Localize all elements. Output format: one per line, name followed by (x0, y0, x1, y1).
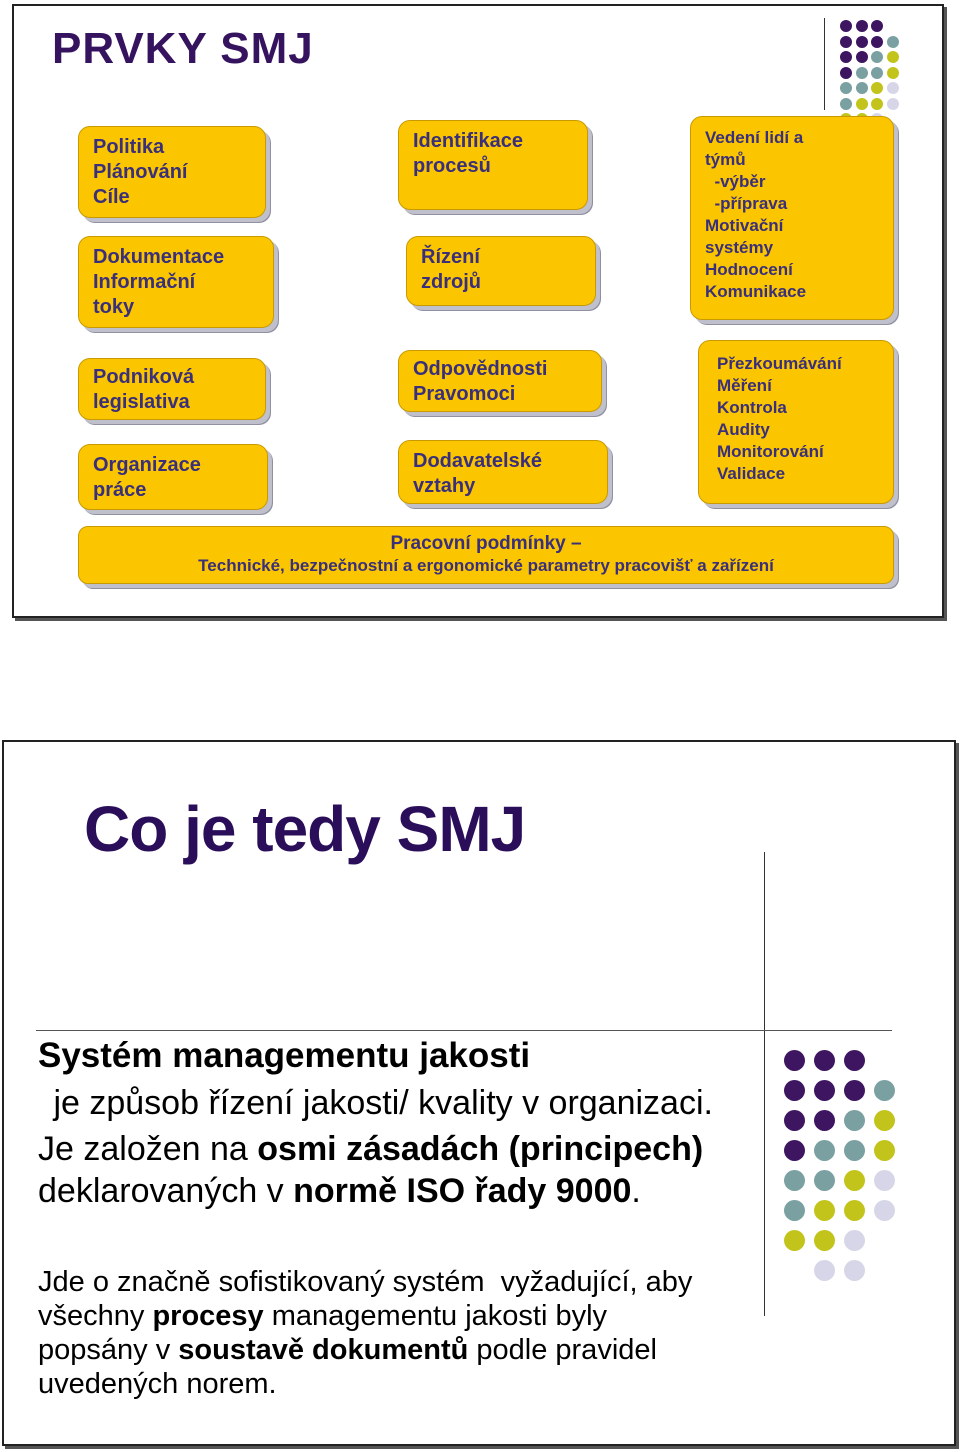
decorative-dot (874, 1080, 895, 1101)
paragraph-line-1: Jde o značně sofistikovaný systém vyžadující, aby (38, 1266, 693, 1298)
decorative-dot (887, 82, 899, 94)
slide-title: Co je tedy SMJ (84, 793, 526, 865)
decorative-divider (824, 18, 825, 110)
decorative-dot (871, 82, 883, 94)
decorative-dot (840, 98, 852, 110)
decorative-dot (871, 51, 883, 63)
box-dodavatelske-vztahy: Dodavatelské vztahy (398, 440, 608, 504)
decorative-dot (814, 1200, 835, 1221)
slide-co-je-smj (2, 740, 956, 1446)
decorative-dot (856, 51, 868, 63)
decorative-dot (844, 1260, 865, 1281)
paragraph-line-2: všechny procesy managementu jakosti byly (38, 1300, 608, 1332)
box-identifikace-procesu: Identifikace procesů (398, 120, 588, 210)
decorative-dot (871, 36, 883, 48)
decorative-dot (844, 1140, 865, 1161)
decorative-dot (844, 1050, 865, 1071)
decorative-dot (871, 98, 883, 110)
box-podnikova-legislativa: Podniková legislativa (78, 358, 266, 420)
decorative-divider-vertical (764, 852, 765, 1316)
decorative-dot (784, 1140, 805, 1161)
decorative-dot (844, 1110, 865, 1131)
slide-prvky-smj (12, 4, 944, 618)
decorative-dot (784, 1080, 805, 1101)
decorative-dot (840, 36, 852, 48)
decorative-dot (871, 20, 883, 32)
decorative-dot (814, 1140, 835, 1161)
decorative-dot (871, 67, 883, 79)
decorative-dot (856, 82, 868, 94)
decorative-dot (856, 67, 868, 79)
decorative-dot (840, 82, 852, 94)
decorative-dot (784, 1230, 805, 1251)
decorative-dot (887, 51, 899, 63)
box-dokumentace: Dokumentace Informační toky (78, 236, 274, 328)
decorative-dot (784, 1170, 805, 1191)
decorative-dot (844, 1200, 865, 1221)
decorative-dot (814, 1080, 835, 1101)
text-line-2: Je založen na osmi zásadách (principech) (38, 1130, 704, 1168)
decorative-dot (784, 1110, 805, 1131)
decorative-dot (856, 36, 868, 48)
decorative-dot (856, 98, 868, 110)
heading-smj: Systém managementu jakosti (38, 1036, 531, 1075)
paragraph-line-4: uvedených norem. (38, 1368, 277, 1400)
decorative-dot (887, 36, 899, 48)
text-line-3: deklarovaných v normě ISO řady 9000. (38, 1172, 641, 1210)
box-politika: Politika Plánování Cíle (78, 126, 266, 218)
paragraph-line-3: popsány v soustavě dokumentů podle pravidel (38, 1334, 657, 1366)
decorative-divider-horizontal (36, 1030, 892, 1031)
box-organizace-prace: Organizace práce (78, 444, 268, 510)
decorative-dot (784, 1200, 805, 1221)
decorative-dot (814, 1110, 835, 1131)
decorative-dot (844, 1080, 865, 1101)
box-rizeni-zdroju: Řízení zdrojů (406, 236, 596, 306)
decorative-dot (844, 1170, 865, 1191)
decorative-dot (814, 1260, 835, 1281)
box-vedeni-lidi: Vedení lidí a týmů -výběr -příprava Motivační systémy Hodnocení Komunikace (690, 116, 894, 320)
decorative-dot (814, 1230, 835, 1251)
box-odpovednosti: Odpovědnosti Pravomoci (398, 350, 602, 412)
decorative-dot (887, 98, 899, 110)
decorative-dot (856, 20, 868, 32)
decorative-dot (840, 20, 852, 32)
slide-title: PRVKY SMJ (52, 24, 314, 73)
decorative-dot (840, 51, 852, 63)
decorative-dot (874, 1170, 895, 1191)
decorative-dot (814, 1050, 835, 1071)
decorative-dot (874, 1140, 895, 1161)
box-pracovni-podminky: Pracovní podmínky – Technické, bezpečnostní a ergonomické parametry pracovišť a zařízení (78, 526, 894, 584)
decorative-dot (874, 1110, 895, 1131)
decorative-dot (874, 1200, 895, 1221)
decorative-dot (784, 1050, 805, 1071)
text-line-1: je způsob řízení jakosti/ kvality v organizaci. (44, 1084, 713, 1122)
decorative-dot (844, 1230, 865, 1251)
box-prezkoumavani: Přezkoumávání Měření Kontrola Audity Monitorování Validace (698, 340, 894, 504)
decorative-dot (887, 67, 899, 79)
decorative-dot (840, 67, 852, 79)
decorative-dot (814, 1170, 835, 1191)
